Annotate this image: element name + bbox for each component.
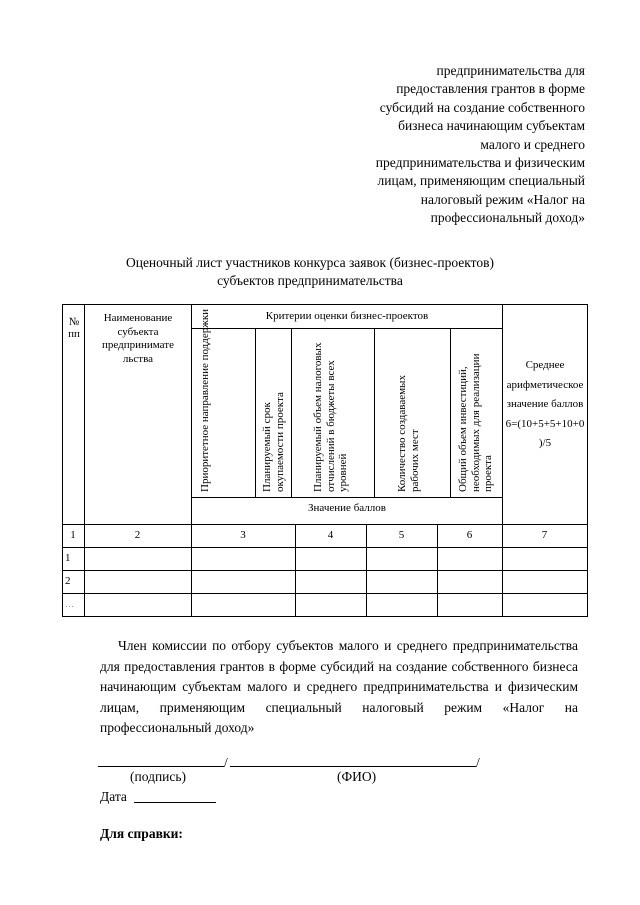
criterion-priority: Приоритетное направление поддержки — [199, 308, 211, 492]
signature-label: (подпись) — [130, 769, 187, 784]
fio-line — [230, 766, 476, 767]
signature-line — [98, 766, 224, 767]
date-label: Дата — [100, 789, 127, 804]
signature-separator: / — [224, 755, 228, 770]
row-number: 1 — [65, 552, 71, 564]
document-title — [70, 254, 550, 290]
criterion-tax: Планируемый объем налоговых отчислений в бюджеты всех уровней — [312, 342, 349, 492]
average-header: Среднее арифметическое значение баллов 6=(10+5+5+10+0 )/5 — [505, 359, 585, 449]
criterion-jobs: Количество создаваемых рабочих мест — [396, 375, 421, 492]
header-line: малого и среднего — [480, 136, 585, 152]
title-line-1: Оценочный лист участников конкурса заявок (бизнес-проектов) — [125, 255, 495, 270]
header-line: субсидий на создание собственного — [379, 99, 585, 115]
reference-heading: Для справки: — [100, 826, 183, 841]
header-line: лицам, применяющим специальный — [377, 173, 585, 189]
header-line: предоставления грантов в форме — [396, 81, 585, 97]
row-number: 2 — [65, 575, 71, 587]
row-number: … — [65, 599, 74, 609]
col-number: 7 — [541, 529, 548, 541]
col-number: 4 — [327, 529, 334, 541]
header-line: предпринимательства для — [436, 63, 585, 78]
header-line: налоговый режим «Налог на — [420, 191, 585, 207]
header-line: предпринимательства и физическим — [375, 155, 585, 171]
fio-label: (ФИО) — [337, 769, 377, 784]
header-line: профессиональный доход» — [430, 210, 585, 226]
header-block — [330, 62, 585, 228]
col-number: 1 — [70, 529, 76, 541]
date-line — [134, 802, 216, 803]
col-number: 6 — [466, 529, 473, 541]
col-number: 2 — [134, 529, 141, 541]
title-line-2: субъектов предпринимательства — [217, 273, 403, 288]
scores-label: Значение баллов — [308, 502, 386, 514]
col-number-header: № пп — [68, 316, 80, 340]
paragraph-text: Член комиссии по отбору субъектов малого и среднего предпринимательства для предоставления грантов в форме субсидий на создание собственного бизнеса начинающим субъектам малого и среднего предпринимательства и физическим лицам, применяющим специальный налоговый режим «Налог на профессиональный доход» — [100, 638, 578, 736]
criteria-header: Критерии оценки бизнес-проектов — [265, 310, 429, 322]
header-line: бизнеса начинающим субъектам — [398, 118, 585, 134]
col-name-header: Наименование субъекта предпринимате льства — [102, 312, 174, 365]
signature-separator: / — [476, 755, 480, 770]
criterion-payback: Планируемый срок окупаемости проекта — [261, 392, 286, 492]
criterion-investments: Общий объем инвестиций, необходимых для реализации проекта — [457, 353, 494, 492]
commission-paragraph — [100, 636, 578, 739]
col-number: 3 — [240, 529, 246, 541]
col-number: 5 — [398, 529, 405, 541]
